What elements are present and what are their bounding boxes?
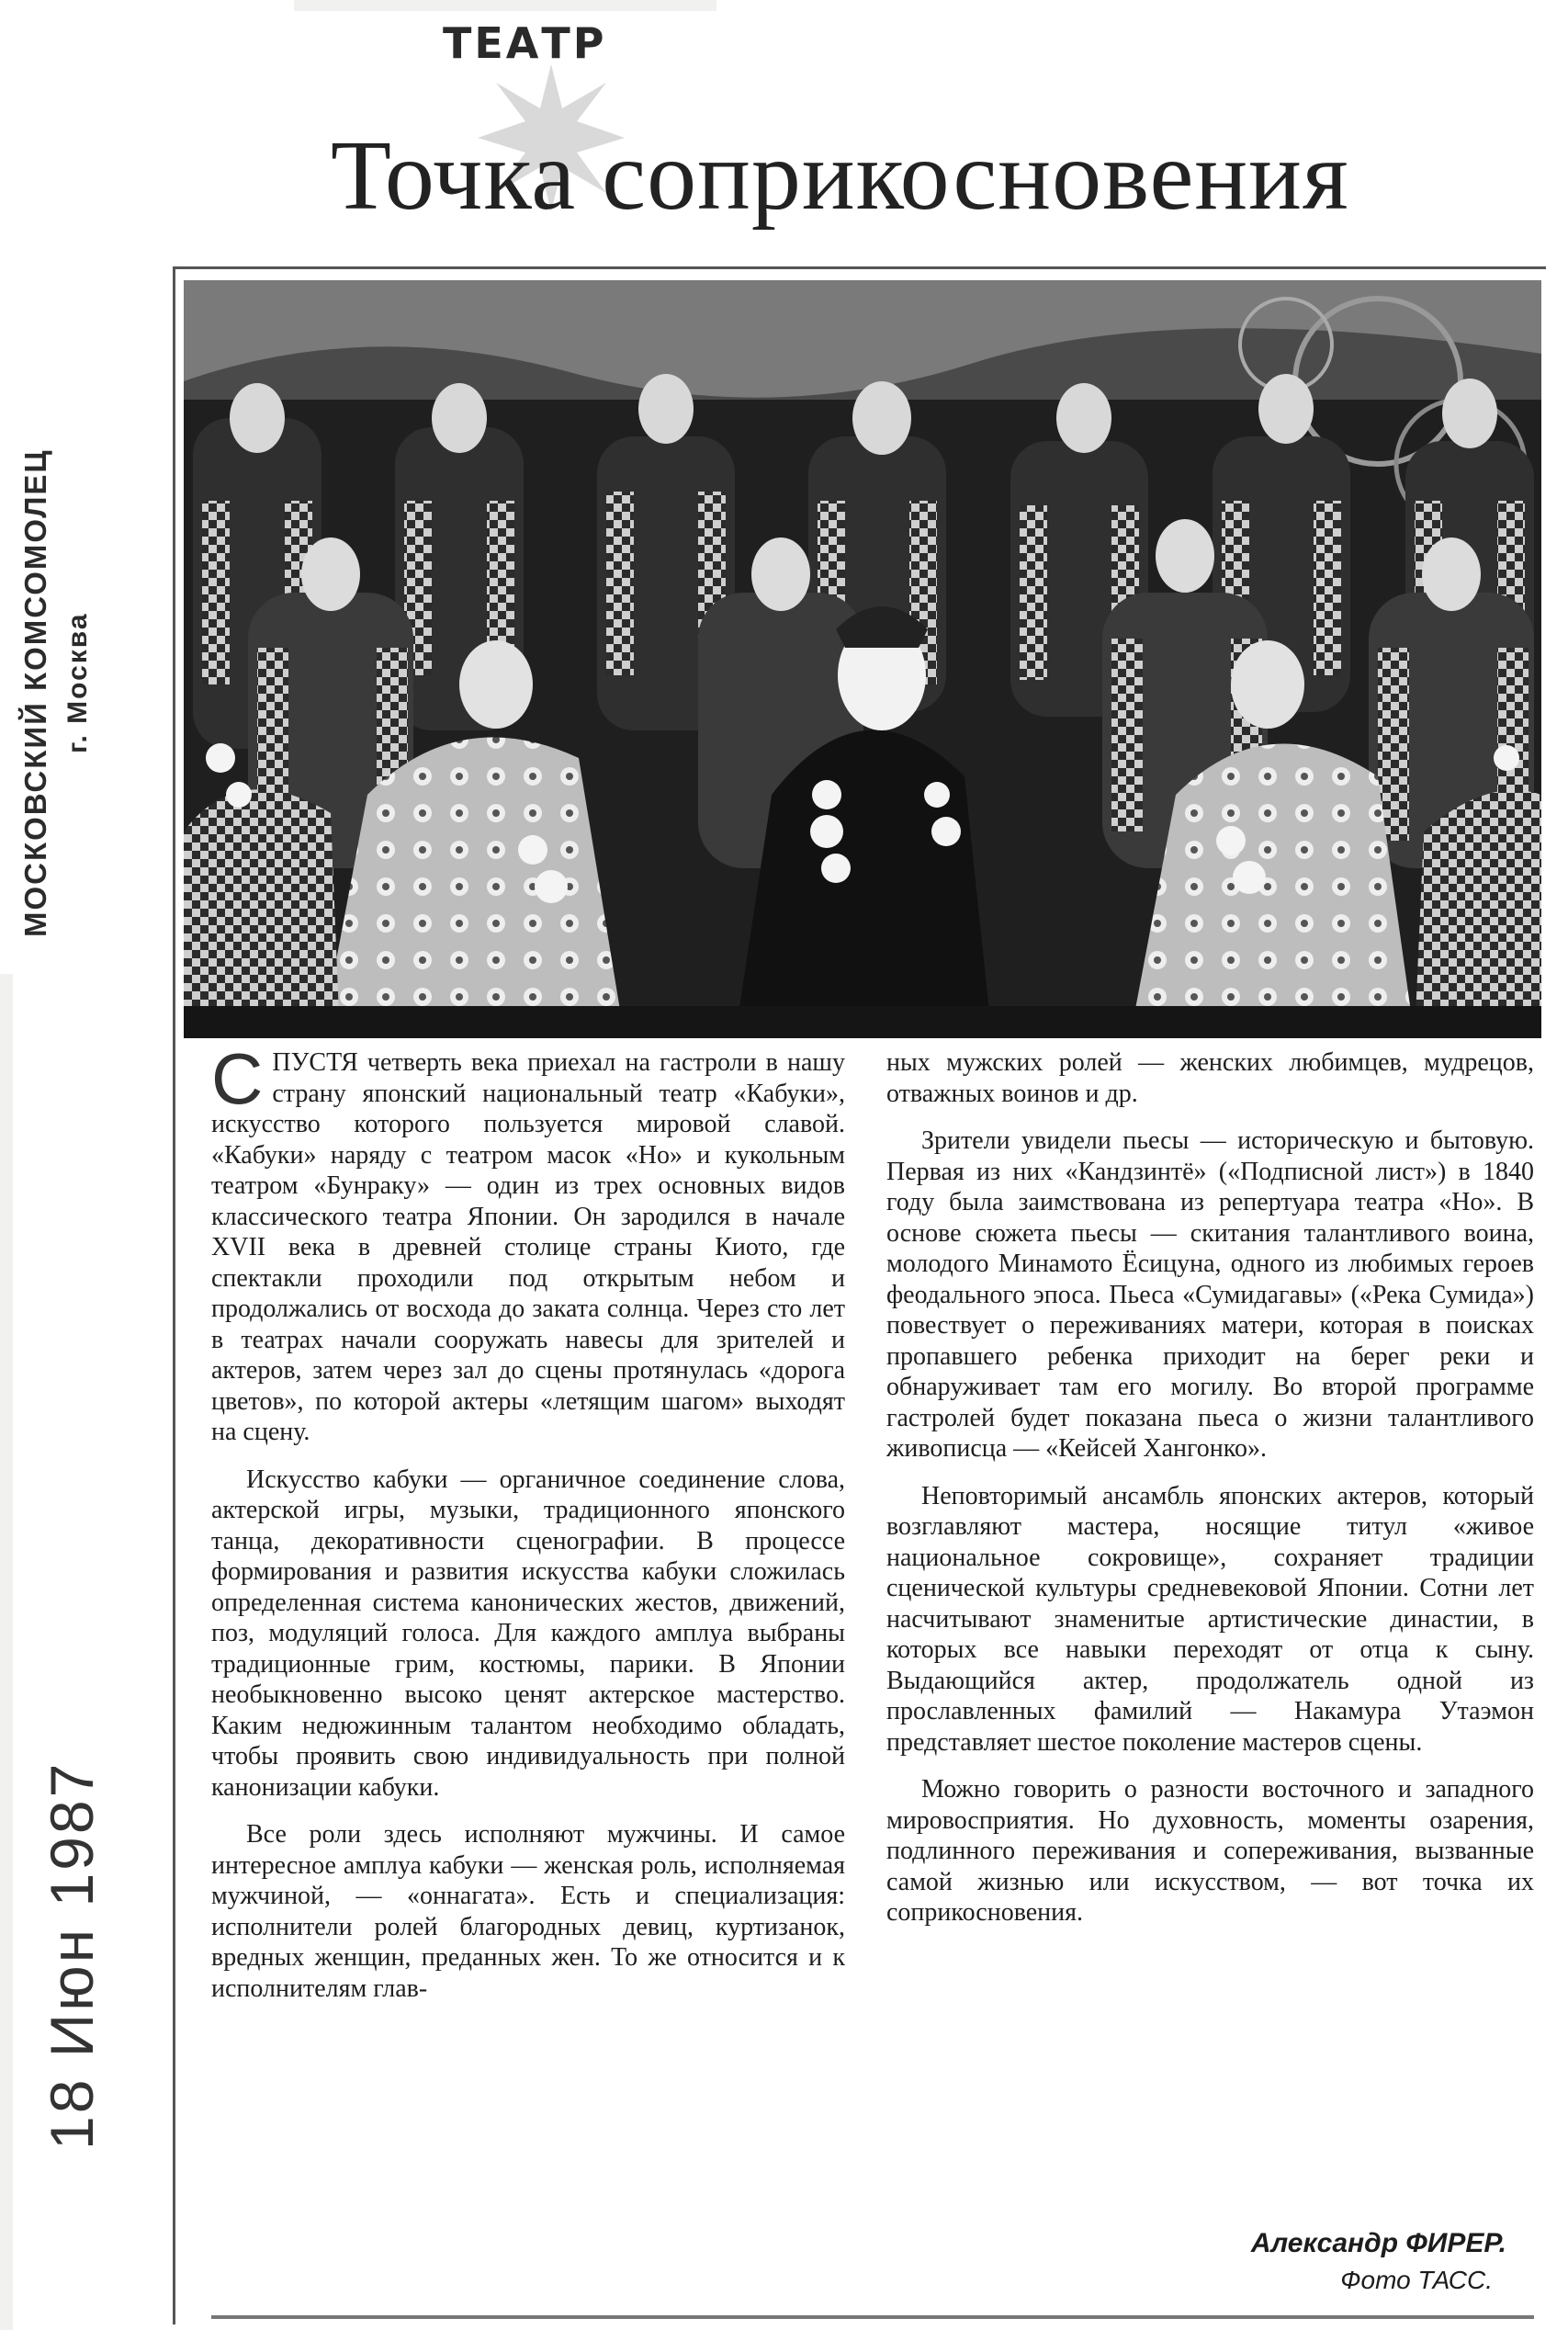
article-column-left bbox=[211, 1038, 845, 2020]
newspaper-city-stamp bbox=[62, 612, 99, 937]
article-paragraph-4: ных мужских ролей — женских любимцев, мудрецов, отважных воинов и др. bbox=[886, 1048, 1534, 1108]
article-paragraph-2: Искусство кабуки — органичное соединение слова, актерской игры, музыки, традиционного японского танца, декоративности сценографии. В процессе формирования и развития искусства кабуки сложилась определенная система канонических жестов, движений, поз, модуляций голоса. Для каждого амплуа выбраны традиционные грим, костюмы, парики. В Японии необыкновенно высоко ценят актерское мастерство. Каким недюжинным талантом необходимо обладать, чтобы проявить свою индивидуальность при полной канонизации кабуки. bbox=[211, 1465, 845, 1802]
photo-credit: Фото ТАСС. bbox=[1340, 2266, 1493, 2294]
newspaper-stamp bbox=[18, 448, 55, 937]
article-column-right bbox=[886, 1047, 1534, 1945]
frame-line-top bbox=[173, 266, 1546, 269]
stamp-newspaper-name: МОСКОВСКИЙ КОМСОМОЛЕЦ bbox=[18, 448, 52, 937]
bottom-rule bbox=[211, 2315, 1534, 2319]
section-rubric: ТЕАТР bbox=[443, 18, 607, 68]
article-paragraph-6: Неповторимый ансамбль японских актеров, который возглавляют мастера, носящие титул «живое национальное сокровище», сохраняет традиции сценической культуры средневековой Японии. Сотни лет насчитывают знаменитые артистические династии, в которых все навыки переходят от отца к сыну. Выдающийся актер, продолжатель одной из прославленных фамилий — Накамура Утаэмон представляет шестое поколение мастеров сцены. bbox=[886, 1481, 1534, 1757]
clipping-shadow-top bbox=[294, 0, 716, 11]
article-paragraph-7: Можно говорить о разности восточного и западного мировосприятия. Но духовность, моменты озарения, подлинного переживания и сопереживания, вызванные самой жизнью или искусством, — вот точка их соприкосновения. bbox=[886, 1775, 1534, 1927]
stamp-city: г. Москва bbox=[62, 612, 93, 753]
drop-cap: С bbox=[211, 1038, 264, 1119]
frame-line-left bbox=[173, 266, 175, 2324]
paragraph-text: ПУСТЯ четверть века приехал на гастроли в нашу страну японский национальный театр «Кабуки», искусство которого пользуется мировой славой. «Кабуки» наряду с театром масок «Но» и кукольным театром «Бунраку» — один из трех основных видов классического театра Японии. Он зародился в начале XVII века в древней столице страны Киото, где спектакли проходили под открытым небом и продолжались от восхода до заката солнца. Через сто лет в театрах начали сооружать навесы для зрителей и актеров, затем через зал до сцены протянулась «дорога цветов», по которой актеры «летящим шагом» выходят на сцену. bbox=[211, 1048, 845, 1446]
article-headline: Точка соприкосновения bbox=[331, 121, 1349, 231]
article-paragraph-3: Все роли здесь исполняют мужчины. И самое интересное амплуа кабуки — женская роль, исполняемая мужчиной, — «оннагата». Есть и специализация: исполнители ролей благородных девиц, куртизанок, вредных женщин, преданных жен. То же относится и к исполнителям глав- bbox=[211, 1820, 845, 2003]
clipping-shadow-left bbox=[0, 974, 13, 2330]
article-paragraph-5: Зрители увидели пьесы — историческую и бытовую. Первая из них «Кандзинтё» («Подписной лист») в 1840 году была заимствована из репертуара театра «Но». В основе сюжета пьесы — скитания талантливого воина, молодого Минамото Ёсицуна, одного из любимых героев феодального эпоса. Пьеса «Сумидагавы» («Река Сумида») повествует о переживаниях матери, которая в поисках пропавшего ребенка приходит на берег реки и обнаруживает там его могилу. Во второй программе гастролей будет показана пьеса о жизни талантливого живописца — «Кейсей Хангонко». bbox=[886, 1126, 1534, 1463]
article-paragraph-1 bbox=[211, 1038, 845, 1448]
kabuki-ensemble-photo bbox=[184, 280, 1541, 1038]
date-stamp: 18 Июн 1987 bbox=[38, 1760, 106, 2150]
author-byline: Александр ФИРЕР. bbox=[1250, 2228, 1506, 2258]
